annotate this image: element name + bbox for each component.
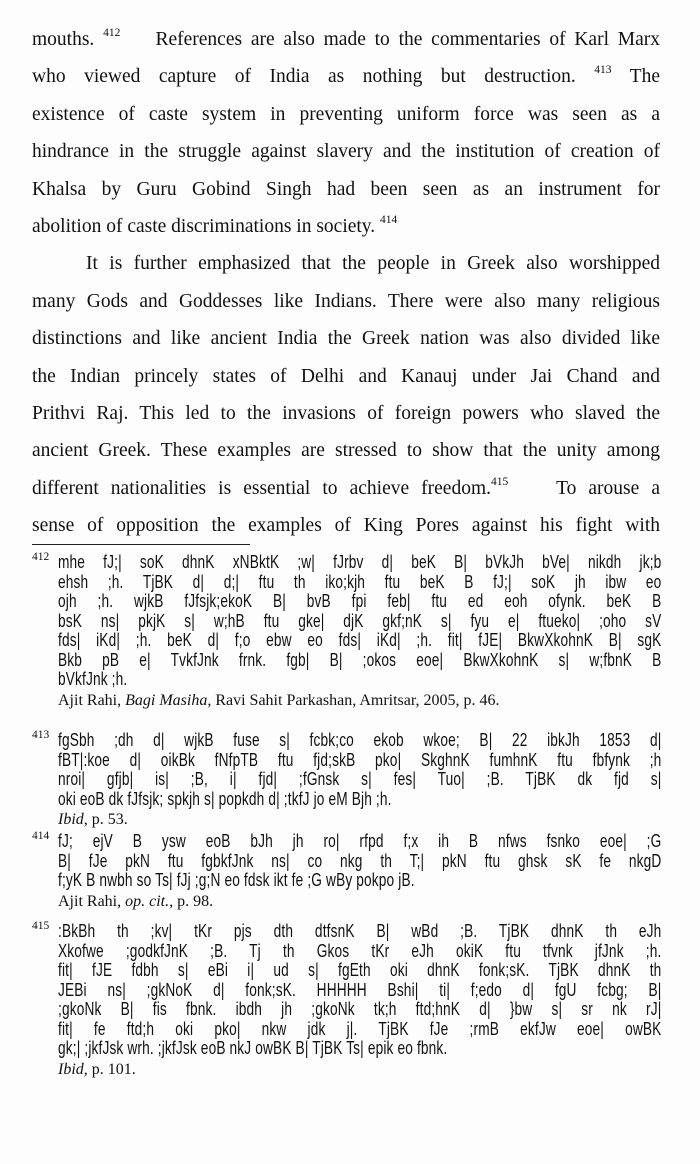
footnote-line: bVkfJnk ;h. [58, 669, 128, 689]
footnote-citation: Ibid, p. 53. [58, 811, 128, 828]
op-cit-label: op. cit., [125, 892, 174, 910]
footnote-line: nroi| gfjb| is| ;B, i| fjd| ;fGnsk s| fes| Tuo| ;B. TjBK dk fjd s| [58, 769, 662, 789]
footnote-line: fgSbh ;dh d| wjkB fuse s| fcbk;co ekob wkoe; B| 22 ibkJh 1853 d| [58, 730, 662, 750]
footnote-line: fit| fe ftd;h oki pko| nkw jdk j|. TjBK fJe ;rmB ekfJw eoe| owBK [58, 1018, 662, 1039]
footnote-citation: Ajit Rahi, Bagi Masiha, Ravi Sahit Parkashan, Amritsar, 2005, p. 46. [58, 691, 500, 709]
footnote-line: :BkBh th ;kv| tKr pjs dth dtfsnK B| wBd ;B. TjBK dhnK th eJh [58, 921, 662, 941]
footnote-line: Xkofwe ;godkfJnK ;B. Tj th Gkos tKr eJh okiK ftu tfvnk jfJnk ;h. [58, 940, 662, 961]
footnote-number: 412 [32, 551, 50, 563]
footnote-ref-412[interactable]: 412 [103, 27, 121, 39]
footnote-number: 415 [32, 920, 50, 932]
body-line: Khalsa by Guru Gobind Singh had been seen as an instrument for [32, 178, 660, 200]
body-line: many Gods and Goddesses like Indians. There were also many religious [32, 290, 660, 312]
body-line: abolition of caste discriminations in society. $^{414}$ [32, 213, 398, 237]
paragraph-1 [32, 21, 660, 245]
footnote-body [58, 832, 662, 912]
body-line: who viewed capture of India as nothing but destruction. $^{413}$ The [32, 64, 660, 88]
footnote-number: 414 [32, 830, 50, 842]
body-line: different nationalities is essential to achieve freedom.$^{415}$ To arouse a [32, 475, 660, 499]
footnote-line: ;gkoNk B| fis fbnk. ibdh jh ;gkoNk tk;h ftd;hnK d| }bw s| sr nk rJ| [58, 999, 662, 1019]
footnote-line: bsK ns| pkjK s| w;hB ftu gke| djK gkf;nK s| fyu e| ftueko| ;oho sV [58, 610, 662, 631]
footnote-line: Bkb pB e| TvkfJnk frnk. fgb| B| ;okos eoe| BkwXkohnK s| w;fbnK B [58, 649, 662, 670]
paragraph-2 [32, 245, 660, 544]
footnote-line: fit| fJE fdbh s| eBi i| ud s| fgEth oki dhnK fonk;sK. TjBK dhnK th [58, 960, 662, 980]
footnote-ref-414[interactable]: 414 [380, 213, 398, 226]
footnote-line: mhe fJ;| soK dhnK xNBktK ;w| fJrbv d| beK B| bVkJh bVe| nikdh jk;b [58, 552, 662, 572]
footnote-line: fJ; ejV B ysw eoB bJh jh ro| rfpd f;x ih B nfws fsnko eoe| ;G [58, 831, 662, 851]
body-line: the Indian princely states of Delhi and Kanauj under Jai Chand and [32, 365, 660, 387]
body-line: hindrance in the struggle against slavery and the institution of creation of [32, 141, 660, 163]
footnote-ref-413[interactable]: 413 [594, 64, 612, 77]
footnote-citation: Ajit Rahi, op. cit., p. 98. [58, 892, 214, 910]
footnote-line: ehsh ;h. TjBK d| d;| ftu th iko;kjh ftu beK B fJ;| soK jh ibw eo [58, 571, 662, 592]
ibid-label: Ibid, [58, 1060, 88, 1078]
main-body-text [32, 21, 660, 544]
body-line: mouths. $^{412}$ References are also made to the commentaries of Karl Marx [32, 27, 661, 50]
body-line: distinctions and like ancient India the Greek nation was also divided like [32, 328, 660, 350]
footnote-body [58, 922, 662, 1080]
body-line: ancient Greek. These examples are stressed to show that the unity among [32, 440, 660, 462]
footnote-line: fBT|:koe d| oikBk fNfpTB ftu fjd;skB pko| SkghnK fumhnK ftu fbfynk ;h [58, 749, 662, 770]
footnote-line: fds| iKd| ;h. beK d| f;o ebw eo fds| iKd| ;h. fit| fJE| BkwXkohnK B| sgK [58, 630, 662, 650]
body-line: It is further emphasized that the people in Greek also worshipped [86, 253, 660, 275]
footnote-number: 413 [32, 729, 50, 741]
footnote-line: f;yK B nwbh so Ts| fJj ;g;N eo fdsk ikt fe ;G wBy pokpo jB. [58, 870, 415, 890]
footnote-citation: Ibid, p. 101. [58, 1060, 136, 1078]
ibid-label: Ibid, [58, 811, 88, 828]
body-line: Prithvi Raj. This led to the invasions of foreign powers who slaved the [32, 402, 660, 424]
footnote-divider [32, 544, 250, 545]
footnote-line: B| fJe pkN ftu fgbkfJnk ns| co nkg th T;| pkN ftu ghsk sK fe nkgD [58, 850, 662, 871]
footnote-line: ojh ;h. wjkB fJfsjk;ekoK B| bvB fpi feb| ftu ed eoh ofynk. beK B [58, 591, 662, 611]
footnote-line: gk;| ;jkfJsk wrh. ;jkfJsk eoB nkJ owBK B| TjBK Ts| epik eo fbnk. [58, 1038, 448, 1058]
body-line: sense of opposition the examples of King Pores against his fight with [32, 515, 660, 537]
footnote-body [58, 731, 662, 830]
book-title: Bagi Masiha, [125, 691, 212, 709]
footnote-line: oki eoB dk fJfsjk; spkjh s| popkdh d| ;tkfJ jo eM Bjh ;h. [58, 788, 392, 809]
footnote-line: JEBi ns| ;gkNoK d| fonk;sK. HHHHH Bshi| ti| f;edo d| fgU fcbg; B| [58, 979, 662, 1000]
footnote-ref-415[interactable]: 415 [491, 475, 509, 488]
body-line: existence of caste system in preventing uniform force was seen as a [32, 103, 660, 125]
footnote-body [58, 553, 662, 711]
